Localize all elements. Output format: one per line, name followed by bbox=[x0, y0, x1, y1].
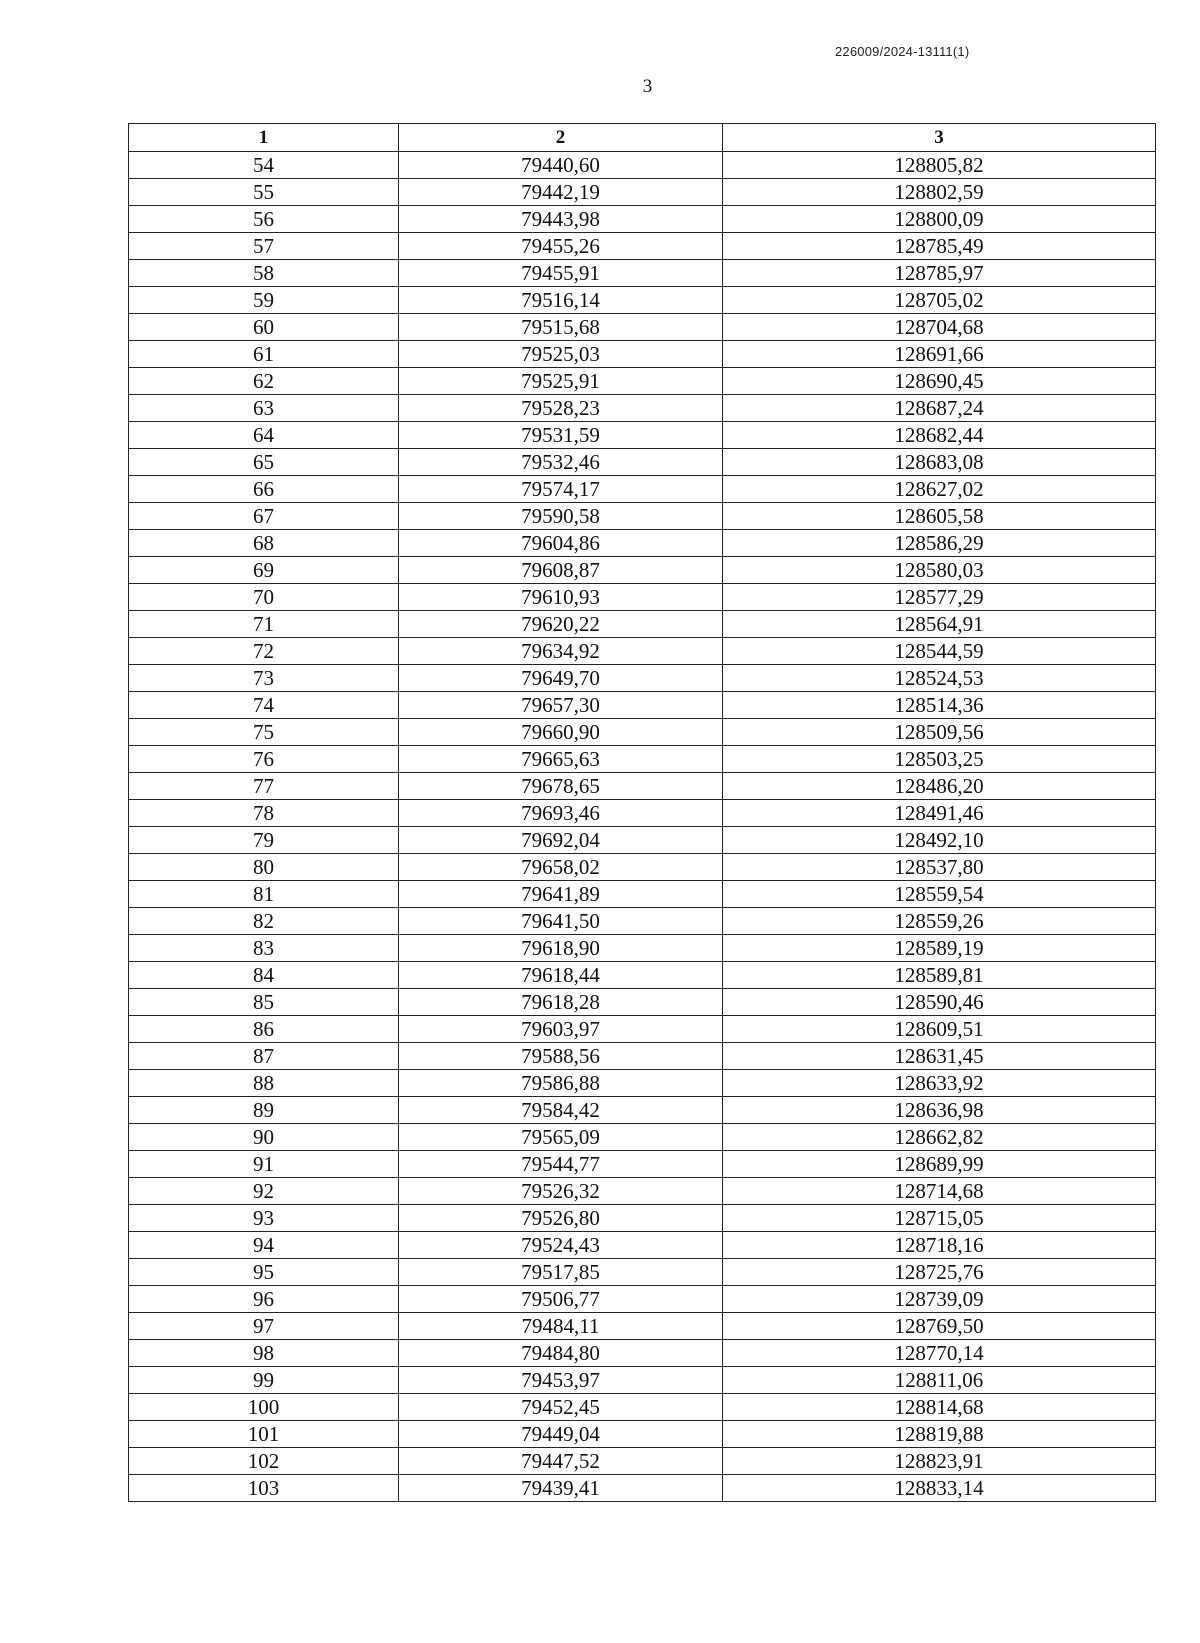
x-coordinate-cell: 79516,14 bbox=[399, 287, 723, 314]
point-number-cell: 61 bbox=[129, 341, 399, 368]
table-row bbox=[129, 557, 1156, 584]
y-coordinate-cell: 128800,09 bbox=[723, 206, 1156, 233]
x-coordinate-cell: 79544,77 bbox=[399, 1151, 723, 1178]
table-row bbox=[129, 1151, 1156, 1178]
table-row bbox=[129, 287, 1156, 314]
table-row bbox=[129, 1259, 1156, 1286]
table-row bbox=[129, 1205, 1156, 1232]
table-row bbox=[129, 962, 1156, 989]
point-number-cell: 90 bbox=[129, 1124, 399, 1151]
table-row bbox=[129, 1178, 1156, 1205]
x-coordinate-cell: 79574,17 bbox=[399, 476, 723, 503]
table-row bbox=[129, 368, 1156, 395]
y-coordinate-cell: 128823,91 bbox=[723, 1448, 1156, 1475]
table-row bbox=[129, 692, 1156, 719]
point-number-cell: 103 bbox=[129, 1475, 399, 1502]
point-number-cell: 82 bbox=[129, 908, 399, 935]
y-coordinate-cell: 128833,14 bbox=[723, 1475, 1156, 1502]
y-coordinate-cell: 128544,59 bbox=[723, 638, 1156, 665]
x-coordinate-cell: 79603,97 bbox=[399, 1016, 723, 1043]
x-coordinate-cell: 79442,19 bbox=[399, 179, 723, 206]
table-row bbox=[129, 530, 1156, 557]
x-coordinate-cell: 79604,86 bbox=[399, 530, 723, 557]
point-number-cell: 96 bbox=[129, 1286, 399, 1313]
table-row bbox=[129, 611, 1156, 638]
x-coordinate-cell: 79447,52 bbox=[399, 1448, 723, 1475]
y-coordinate-cell: 128605,58 bbox=[723, 503, 1156, 530]
point-number-cell: 91 bbox=[129, 1151, 399, 1178]
y-coordinate-cell: 128725,76 bbox=[723, 1259, 1156, 1286]
point-number-cell: 88 bbox=[129, 1070, 399, 1097]
y-coordinate-cell: 128514,36 bbox=[723, 692, 1156, 719]
point-number-cell: 79 bbox=[129, 827, 399, 854]
point-number-cell: 87 bbox=[129, 1043, 399, 1070]
x-coordinate-cell: 79526,80 bbox=[399, 1205, 723, 1232]
x-coordinate-cell: 79692,04 bbox=[399, 827, 723, 854]
x-coordinate-cell: 79658,02 bbox=[399, 854, 723, 881]
table-row bbox=[129, 260, 1156, 287]
point-number-cell: 69 bbox=[129, 557, 399, 584]
point-number-cell: 67 bbox=[129, 503, 399, 530]
table-row bbox=[129, 1448, 1156, 1475]
table-row bbox=[129, 1070, 1156, 1097]
point-number-cell: 73 bbox=[129, 665, 399, 692]
table-row bbox=[129, 1367, 1156, 1394]
table-row bbox=[129, 206, 1156, 233]
y-coordinate-cell: 128559,26 bbox=[723, 908, 1156, 935]
x-coordinate-cell: 79453,97 bbox=[399, 1367, 723, 1394]
table-row bbox=[129, 665, 1156, 692]
point-number-cell: 55 bbox=[129, 179, 399, 206]
y-coordinate-cell: 128814,68 bbox=[723, 1394, 1156, 1421]
x-coordinate-cell: 79590,58 bbox=[399, 503, 723, 530]
point-number-cell: 78 bbox=[129, 800, 399, 827]
y-coordinate-cell: 128486,20 bbox=[723, 773, 1156, 800]
table-row bbox=[129, 908, 1156, 935]
y-coordinate-cell: 128683,08 bbox=[723, 449, 1156, 476]
y-coordinate-cell: 128705,02 bbox=[723, 287, 1156, 314]
table-row bbox=[129, 1016, 1156, 1043]
x-coordinate-cell: 79515,68 bbox=[399, 314, 723, 341]
x-coordinate-cell: 79618,90 bbox=[399, 935, 723, 962]
point-number-cell: 92 bbox=[129, 1178, 399, 1205]
table-row bbox=[129, 341, 1156, 368]
x-coordinate-cell: 79524,43 bbox=[399, 1232, 723, 1259]
y-coordinate-cell: 128805,82 bbox=[723, 152, 1156, 179]
table-row bbox=[129, 1394, 1156, 1421]
x-coordinate-cell: 79452,45 bbox=[399, 1394, 723, 1421]
x-coordinate-cell: 79610,93 bbox=[399, 584, 723, 611]
point-number-cell: 83 bbox=[129, 935, 399, 962]
x-coordinate-cell: 79649,70 bbox=[399, 665, 723, 692]
point-number-cell: 94 bbox=[129, 1232, 399, 1259]
y-coordinate-cell: 128689,99 bbox=[723, 1151, 1156, 1178]
y-coordinate-cell: 128609,51 bbox=[723, 1016, 1156, 1043]
table-row bbox=[129, 827, 1156, 854]
x-coordinate-cell: 79660,90 bbox=[399, 719, 723, 746]
point-number-cell: 74 bbox=[129, 692, 399, 719]
table-row bbox=[129, 1475, 1156, 1502]
point-number-cell: 84 bbox=[129, 962, 399, 989]
point-number-cell: 54 bbox=[129, 152, 399, 179]
y-coordinate-cell: 128492,10 bbox=[723, 827, 1156, 854]
y-coordinate-cell: 128503,25 bbox=[723, 746, 1156, 773]
table-row bbox=[129, 1313, 1156, 1340]
point-number-cell: 85 bbox=[129, 989, 399, 1016]
table-row bbox=[129, 395, 1156, 422]
y-coordinate-cell: 128491,46 bbox=[723, 800, 1156, 827]
y-coordinate-cell: 128590,46 bbox=[723, 989, 1156, 1016]
table-row bbox=[129, 449, 1156, 476]
coordinates-table bbox=[128, 123, 1156, 1502]
table-row bbox=[129, 935, 1156, 962]
table-row bbox=[129, 584, 1156, 611]
column-header-2: 2 bbox=[399, 124, 723, 152]
x-coordinate-cell: 79584,42 bbox=[399, 1097, 723, 1124]
x-coordinate-cell: 79565,09 bbox=[399, 1124, 723, 1151]
x-coordinate-cell: 79440,60 bbox=[399, 152, 723, 179]
table-row bbox=[129, 638, 1156, 665]
y-coordinate-cell: 128714,68 bbox=[723, 1178, 1156, 1205]
y-coordinate-cell: 128785,97 bbox=[723, 260, 1156, 287]
x-coordinate-cell: 79618,28 bbox=[399, 989, 723, 1016]
table-row bbox=[129, 746, 1156, 773]
table-row bbox=[129, 1097, 1156, 1124]
x-coordinate-cell: 79455,26 bbox=[399, 233, 723, 260]
point-number-cell: 77 bbox=[129, 773, 399, 800]
x-coordinate-cell: 79525,03 bbox=[399, 341, 723, 368]
table-row bbox=[129, 1232, 1156, 1259]
y-coordinate-cell: 128770,14 bbox=[723, 1340, 1156, 1367]
x-coordinate-cell: 79678,65 bbox=[399, 773, 723, 800]
table-row bbox=[129, 1124, 1156, 1151]
table-row bbox=[129, 989, 1156, 1016]
table-header-row bbox=[129, 124, 1156, 152]
point-number-cell: 76 bbox=[129, 746, 399, 773]
x-coordinate-cell: 79506,77 bbox=[399, 1286, 723, 1313]
y-coordinate-cell: 128704,68 bbox=[723, 314, 1156, 341]
table-row bbox=[129, 1043, 1156, 1070]
point-number-cell: 68 bbox=[129, 530, 399, 557]
table-row bbox=[129, 773, 1156, 800]
point-number-cell: 98 bbox=[129, 1340, 399, 1367]
point-number-cell: 101 bbox=[129, 1421, 399, 1448]
y-coordinate-cell: 128586,29 bbox=[723, 530, 1156, 557]
x-coordinate-cell: 79449,04 bbox=[399, 1421, 723, 1448]
point-number-cell: 75 bbox=[129, 719, 399, 746]
point-number-cell: 59 bbox=[129, 287, 399, 314]
y-coordinate-cell: 128715,05 bbox=[723, 1205, 1156, 1232]
y-coordinate-cell: 128509,56 bbox=[723, 719, 1156, 746]
point-number-cell: 65 bbox=[129, 449, 399, 476]
table-row bbox=[129, 881, 1156, 908]
x-coordinate-cell: 79641,50 bbox=[399, 908, 723, 935]
point-number-cell: 81 bbox=[129, 881, 399, 908]
point-number-cell: 70 bbox=[129, 584, 399, 611]
table-row bbox=[129, 152, 1156, 179]
table-row bbox=[129, 422, 1156, 449]
y-coordinate-cell: 128682,44 bbox=[723, 422, 1156, 449]
point-number-cell: 66 bbox=[129, 476, 399, 503]
point-number-cell: 102 bbox=[129, 1448, 399, 1475]
x-coordinate-cell: 79531,59 bbox=[399, 422, 723, 449]
y-coordinate-cell: 128589,81 bbox=[723, 962, 1156, 989]
y-coordinate-cell: 128589,19 bbox=[723, 935, 1156, 962]
table-row bbox=[129, 854, 1156, 881]
x-coordinate-cell: 79443,98 bbox=[399, 206, 723, 233]
point-number-cell: 62 bbox=[129, 368, 399, 395]
point-number-cell: 60 bbox=[129, 314, 399, 341]
y-coordinate-cell: 128691,66 bbox=[723, 341, 1156, 368]
x-coordinate-cell: 79641,89 bbox=[399, 881, 723, 908]
y-coordinate-cell: 128627,02 bbox=[723, 476, 1156, 503]
table-row bbox=[129, 179, 1156, 206]
y-coordinate-cell: 128739,09 bbox=[723, 1286, 1156, 1313]
table-row bbox=[129, 1286, 1156, 1313]
point-number-cell: 100 bbox=[129, 1394, 399, 1421]
y-coordinate-cell: 128687,24 bbox=[723, 395, 1156, 422]
x-coordinate-cell: 79484,80 bbox=[399, 1340, 723, 1367]
point-number-cell: 58 bbox=[129, 260, 399, 287]
document-id: 226009/2024-13111(1) bbox=[835, 44, 970, 59]
x-coordinate-cell: 79618,44 bbox=[399, 962, 723, 989]
x-coordinate-cell: 79484,11 bbox=[399, 1313, 723, 1340]
y-coordinate-cell: 128559,54 bbox=[723, 881, 1156, 908]
x-coordinate-cell: 79586,88 bbox=[399, 1070, 723, 1097]
page-number: 3 bbox=[642, 76, 653, 97]
y-coordinate-cell: 128690,45 bbox=[723, 368, 1156, 395]
x-coordinate-cell: 79532,46 bbox=[399, 449, 723, 476]
table-row bbox=[129, 233, 1156, 260]
y-coordinate-cell: 128524,53 bbox=[723, 665, 1156, 692]
x-coordinate-cell: 79526,32 bbox=[399, 1178, 723, 1205]
x-coordinate-cell: 79525,91 bbox=[399, 368, 723, 395]
y-coordinate-cell: 128819,88 bbox=[723, 1421, 1156, 1448]
x-coordinate-cell: 79528,23 bbox=[399, 395, 723, 422]
y-coordinate-cell: 128802,59 bbox=[723, 179, 1156, 206]
point-number-cell: 86 bbox=[129, 1016, 399, 1043]
point-number-cell: 63 bbox=[129, 395, 399, 422]
y-coordinate-cell: 128811,06 bbox=[723, 1367, 1156, 1394]
y-coordinate-cell: 128662,82 bbox=[723, 1124, 1156, 1151]
y-coordinate-cell: 128785,49 bbox=[723, 233, 1156, 260]
table-row bbox=[129, 314, 1156, 341]
y-coordinate-cell: 128577,29 bbox=[723, 584, 1156, 611]
table-row bbox=[129, 1340, 1156, 1367]
x-coordinate-cell: 79657,30 bbox=[399, 692, 723, 719]
y-coordinate-cell: 128633,92 bbox=[723, 1070, 1156, 1097]
y-coordinate-cell: 128718,16 bbox=[723, 1232, 1156, 1259]
y-coordinate-cell: 128564,91 bbox=[723, 611, 1156, 638]
x-coordinate-cell: 79439,41 bbox=[399, 1475, 723, 1502]
point-number-cell: 72 bbox=[129, 638, 399, 665]
y-coordinate-cell: 128631,45 bbox=[723, 1043, 1156, 1070]
point-number-cell: 80 bbox=[129, 854, 399, 881]
point-number-cell: 71 bbox=[129, 611, 399, 638]
x-coordinate-cell: 79620,22 bbox=[399, 611, 723, 638]
point-number-cell: 93 bbox=[129, 1205, 399, 1232]
x-coordinate-cell: 79517,85 bbox=[399, 1259, 723, 1286]
table-row bbox=[129, 503, 1156, 530]
point-number-cell: 57 bbox=[129, 233, 399, 260]
column-header-1: 1 bbox=[129, 124, 399, 152]
x-coordinate-cell: 79608,87 bbox=[399, 557, 723, 584]
point-number-cell: 64 bbox=[129, 422, 399, 449]
y-coordinate-cell: 128580,03 bbox=[723, 557, 1156, 584]
column-header-3: 3 bbox=[723, 124, 1156, 152]
x-coordinate-cell: 79693,46 bbox=[399, 800, 723, 827]
point-number-cell: 56 bbox=[129, 206, 399, 233]
point-number-cell: 99 bbox=[129, 1367, 399, 1394]
table-row bbox=[129, 800, 1156, 827]
point-number-cell: 95 bbox=[129, 1259, 399, 1286]
x-coordinate-cell: 79634,92 bbox=[399, 638, 723, 665]
y-coordinate-cell: 128537,80 bbox=[723, 854, 1156, 881]
x-coordinate-cell: 79455,91 bbox=[399, 260, 723, 287]
x-coordinate-cell: 79665,63 bbox=[399, 746, 723, 773]
x-coordinate-cell: 79588,56 bbox=[399, 1043, 723, 1070]
table-row bbox=[129, 719, 1156, 746]
table-row bbox=[129, 1421, 1156, 1448]
y-coordinate-cell: 128636,98 bbox=[723, 1097, 1156, 1124]
table-row bbox=[129, 476, 1156, 503]
y-coordinate-cell: 128769,50 bbox=[723, 1313, 1156, 1340]
point-number-cell: 97 bbox=[129, 1313, 399, 1340]
point-number-cell: 89 bbox=[129, 1097, 399, 1124]
table-body bbox=[129, 152, 1156, 1502]
